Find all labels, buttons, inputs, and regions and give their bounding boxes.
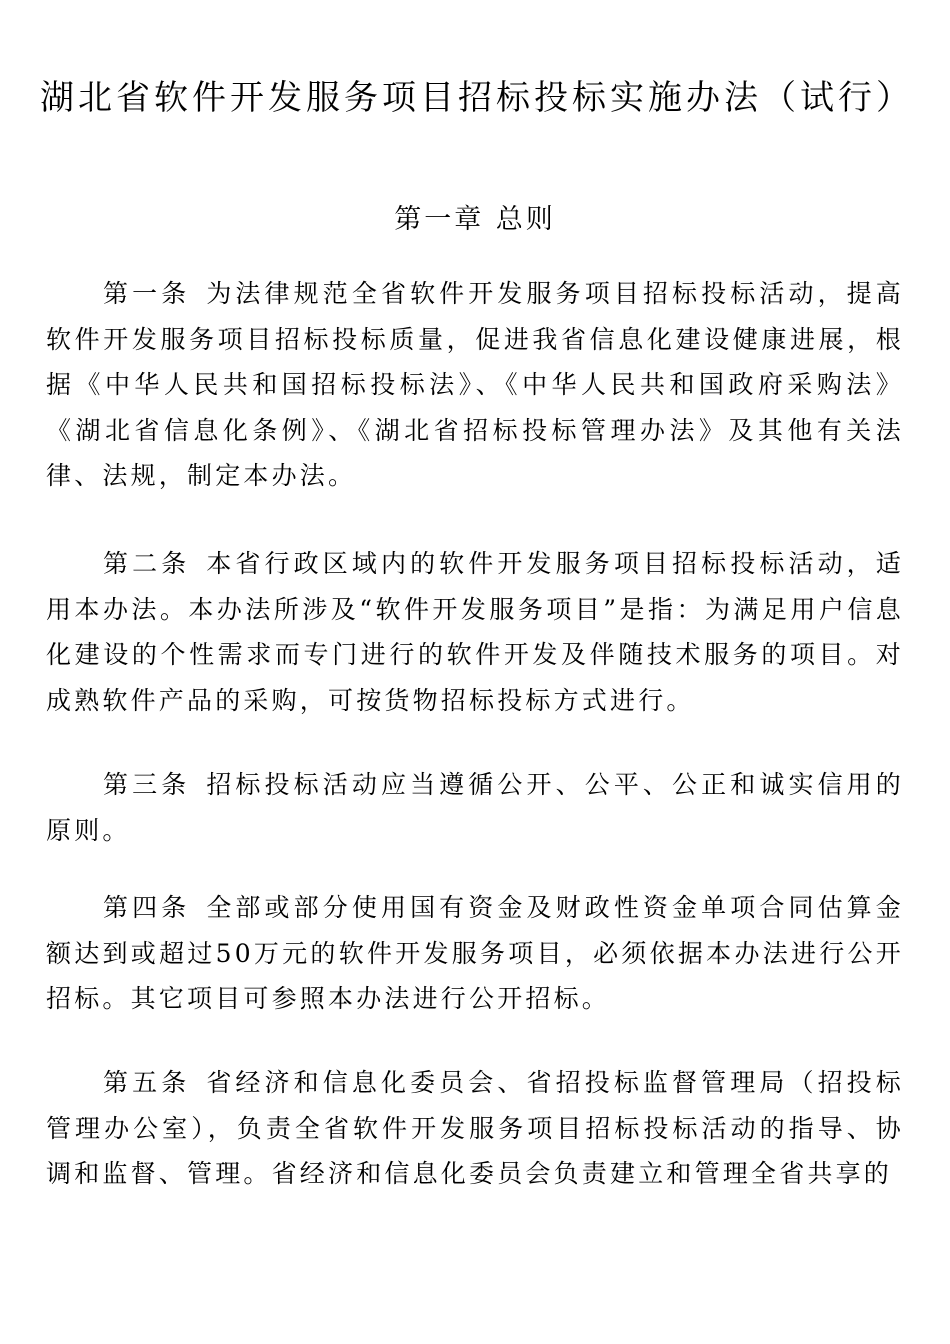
article-text: 招标投标活动应当遵循公开、公平、公正和诚实信用的原则。 — [46, 770, 904, 845]
article-number: 第五条 — [103, 1068, 191, 1097]
article-paragraph — [46, 885, 904, 1022]
article-paragraph — [46, 1060, 904, 1197]
article-paragraph — [46, 271, 904, 499]
article-text: 全部或部分使用国有资金及财政性资金单项合同估算金额达到或超过50万元的软件开发服务项目，必须依据本办法进行公开招标。其它项目可参照本办法进行公开招标。 — [46, 893, 904, 1013]
article-text: 为法律规范全省软件开发服务项目招标投标活动，提高软件开发服务项目招标投标质量，促进我省信息化建设健康进展，根据《中华人民共和国招标投标法》、《中华人民共和国政府采购法》《湖北省信息化条例》、《湖北省招标投标管理办法》及其他有关法律、法规，制定本办法。 — [46, 279, 904, 490]
chapter-heading: 第一章 总则 — [394, 204, 556, 235]
article-number: 第四条 — [103, 893, 191, 922]
article-paragraph — [46, 541, 904, 723]
article-number: 第三条 — [103, 770, 191, 799]
article-paragraph — [46, 762, 904, 853]
article-text: 省经济和信息化委员会、省招投标监督管理局（招投标管理办公室），负责全省软件开发服务项目招标投标活动的指导、协调和监督、管理。省经济和信息化委员会负责建立和管理全省共享的 — [46, 1068, 904, 1188]
article-number: 第一条 — [103, 279, 191, 308]
document-title: 湖北省软件开发服务项目招标投标实施办法（试行） — [40, 78, 914, 118]
article-text: 本省行政区域内的软件开发服务项目招标投标活动，适用本办法。本办法所涉及“软件开发服务项目”是指：为满足用户信息化建设的个性需求而专门进行的软件开发及伴随技术服务的项目。对成熟软件产品的采购，可按货物招标投标方式进行。 — [46, 549, 904, 715]
article-number: 第二条 — [103, 549, 191, 578]
